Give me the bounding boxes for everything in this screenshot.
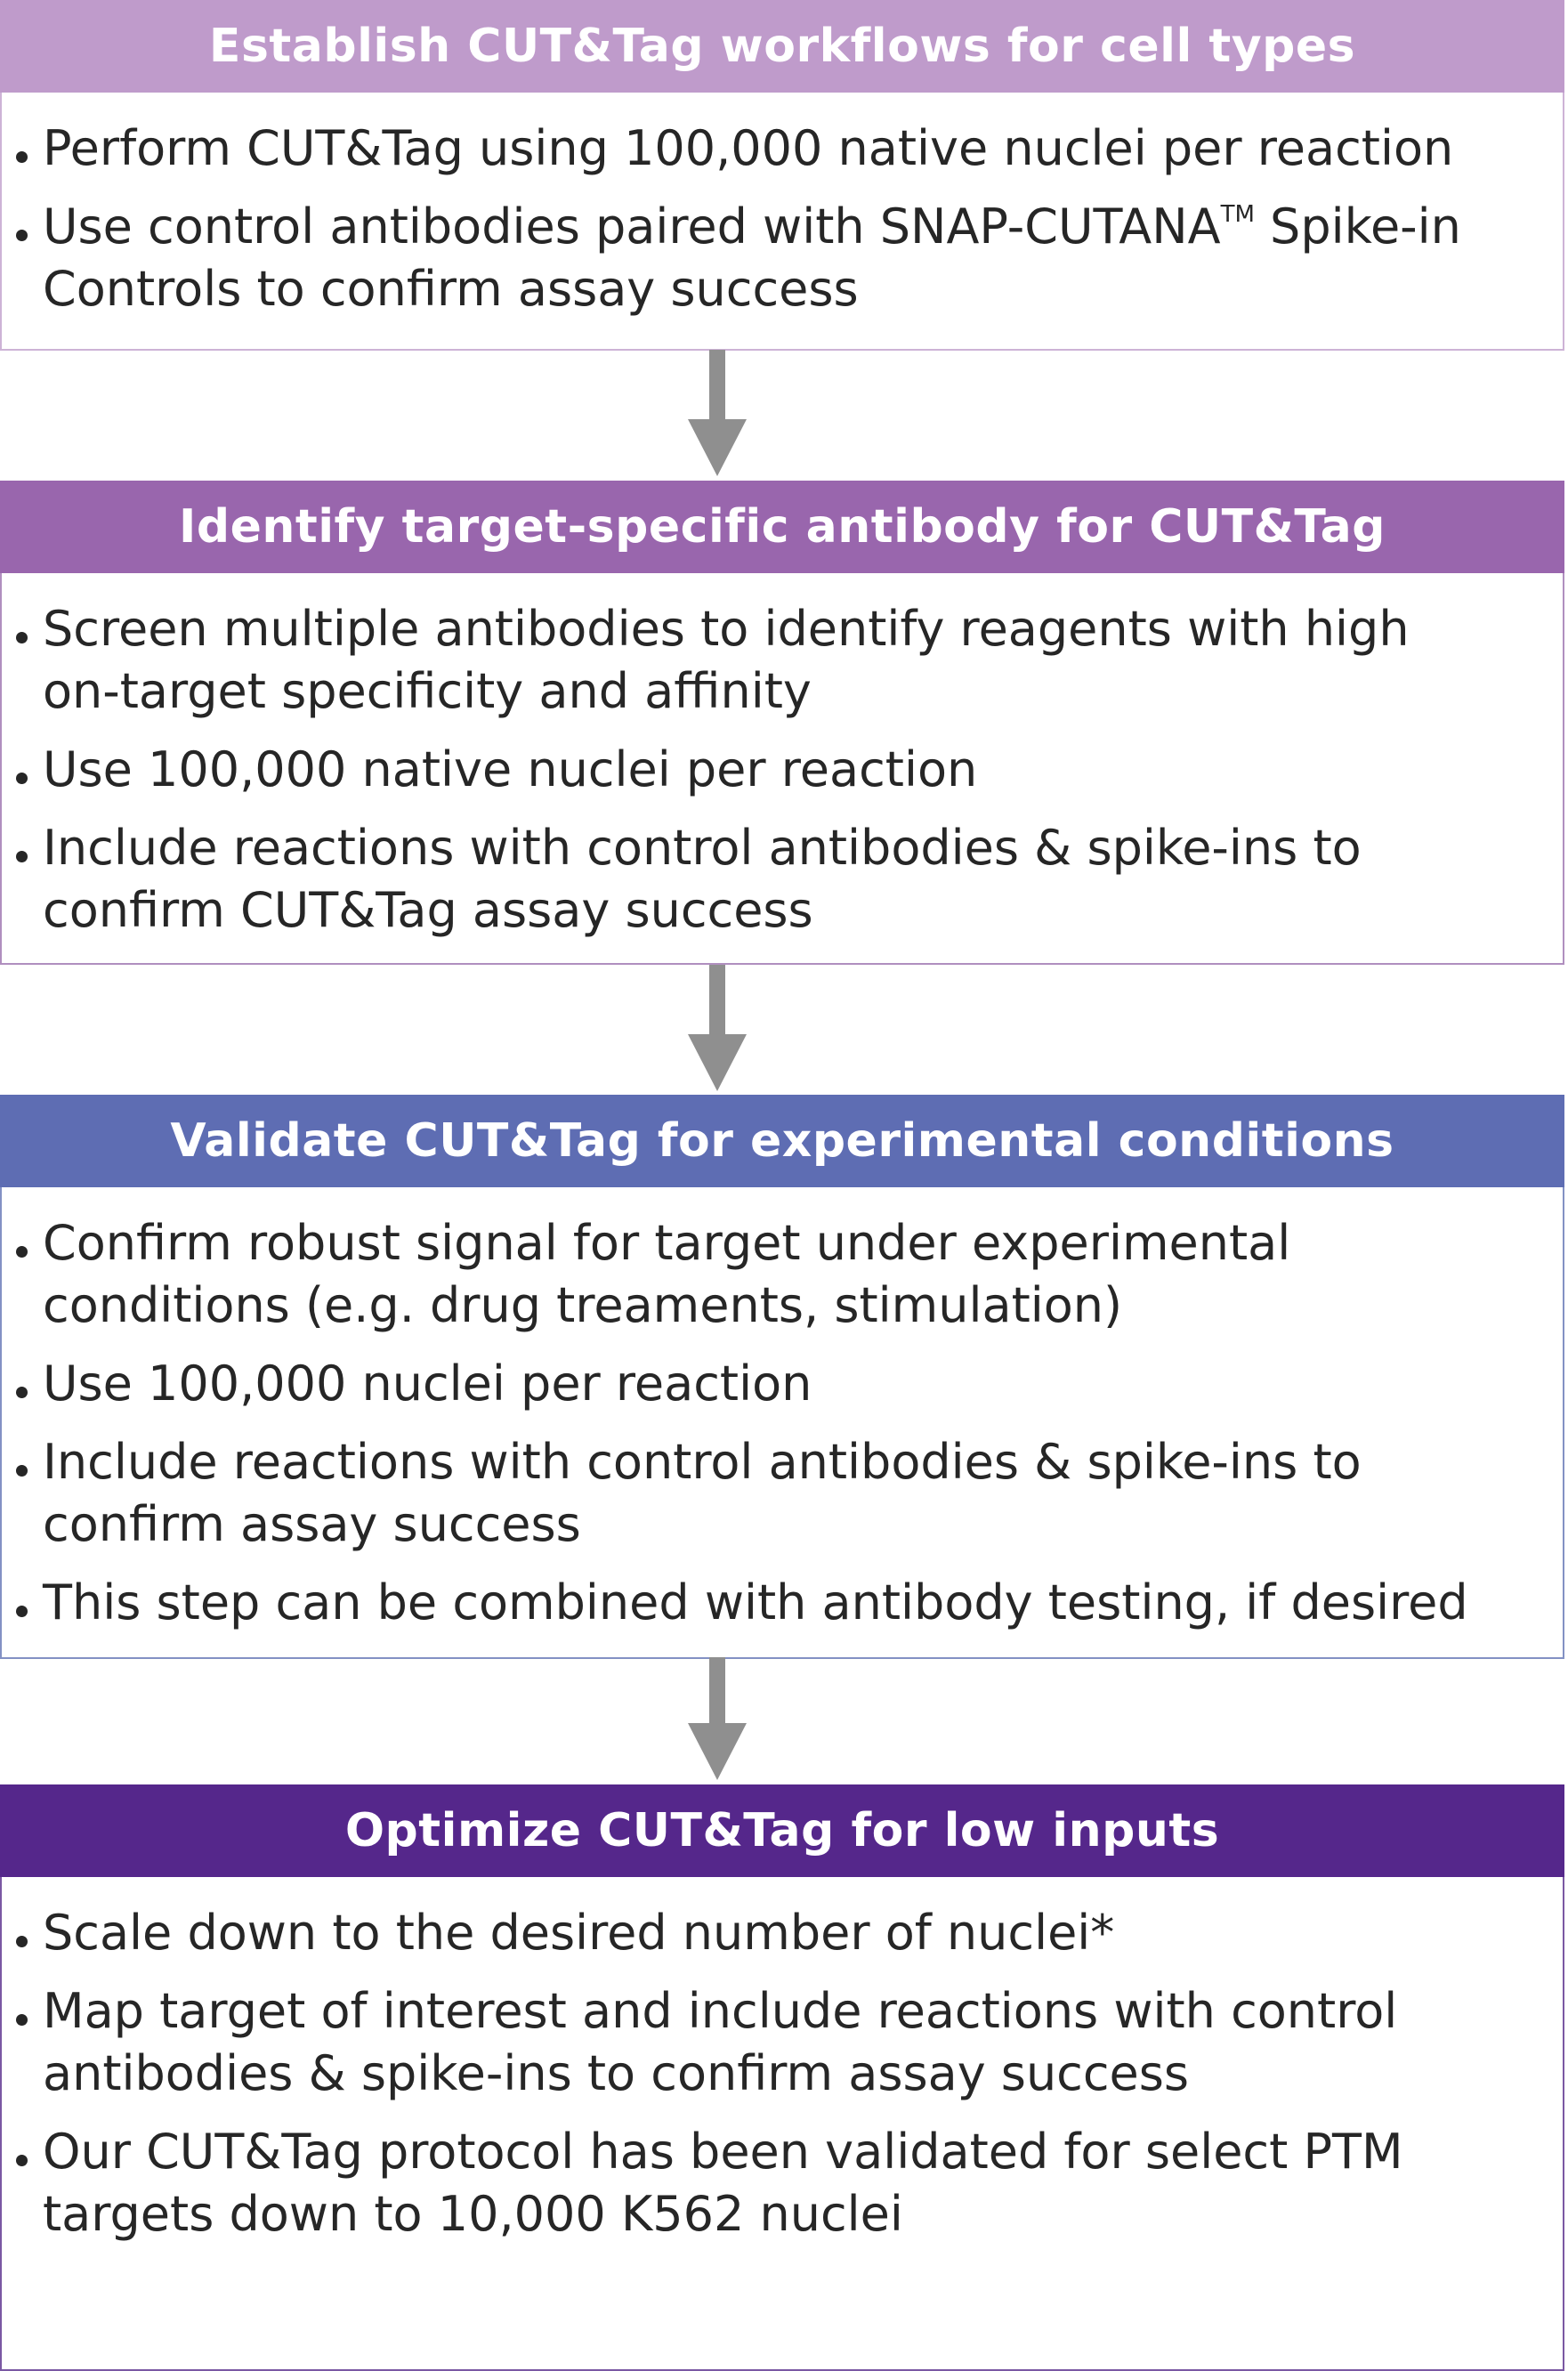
step-title: Optimize CUT&Tag for low inputs [0, 1784, 1564, 1877]
bullet-line: confirm assay success [43, 1496, 581, 1552]
bullet-line: Our CUT&Tag protocol has been validated for select PTM [43, 2124, 1403, 2180]
step-title: Establish CUT&Tag workflows for cell types [0, 0, 1564, 93]
bullet-line: Use control antibodies paired with SNAP-CUTANA™ Spike-in [43, 198, 1461, 255]
bullet-line: Confirm robust signal for target under experimental [43, 1215, 1291, 1271]
bullet-line: Perform CUT&Tag using 100,000 native nuclei per reaction [43, 120, 1454, 176]
step-title: Identify target-specific antibody for CUT&Tag [0, 481, 1564, 573]
bullet-line: Controls to confirm assay success [43, 261, 859, 317]
bullet-item [43, 739, 1545, 801]
bullet-item [43, 1902, 1545, 1964]
bullet-item [43, 117, 1545, 180]
bullet-line: confirm CUT&Tag assay success [43, 882, 813, 938]
down-arrow-icon [688, 1657, 747, 1780]
step-box-2 [0, 481, 1564, 965]
bullet-item [43, 1572, 1545, 1634]
step-box-1 [0, 0, 1564, 351]
step-box-4 [0, 1784, 1564, 2371]
bullet-item [43, 598, 1545, 723]
bullet-line: This step can be combined with antibody testing, if desired [43, 1574, 1468, 1631]
bullet-line: Include reactions with control antibodies & spike-ins to [43, 820, 1362, 876]
bullet-line: Scale down to the desired number of nuclei* [43, 1905, 1115, 1961]
step-title: Validate CUT&Tag for experimental conditions [0, 1095, 1564, 1187]
bullet-line: Use 100,000 nuclei per reaction [43, 1355, 812, 1412]
bullet-item [43, 1980, 1545, 2105]
bullet-item [43, 817, 1545, 942]
down-arrow-icon [688, 965, 747, 1091]
step-body [0, 93, 1564, 351]
bullet-line: Use 100,000 native nuclei per reaction [43, 741, 978, 797]
bullet-line: Screen multiple antibodies to identify reagents with high [43, 601, 1410, 657]
bullet-item [43, 1353, 1545, 1415]
bullet-line: Include reactions with control antibodies & spike-ins to [43, 1434, 1362, 1490]
step-body [0, 1877, 1564, 2371]
bullet-line: antibodies & spike-ins to confirm assay success [43, 2045, 1190, 2101]
bullet-item [43, 196, 1545, 320]
step-body [0, 573, 1564, 965]
step-body [0, 1187, 1564, 1659]
step-box-3 [0, 1095, 1564, 1659]
bullet-item [43, 2121, 1545, 2246]
bullet-item [43, 1212, 1545, 1337]
down-arrow-icon [688, 350, 747, 476]
bullet-line: targets down to 10,000 K562 nuclei [43, 2186, 903, 2242]
bullet-item [43, 1431, 1545, 1556]
bullet-line: conditions (e.g. drug treaments, stimulation) [43, 1277, 1123, 1333]
bullet-line: on-target specificity and affinity [43, 663, 812, 719]
bullet-line: Map target of interest and include reactions with control [43, 1983, 1398, 2039]
